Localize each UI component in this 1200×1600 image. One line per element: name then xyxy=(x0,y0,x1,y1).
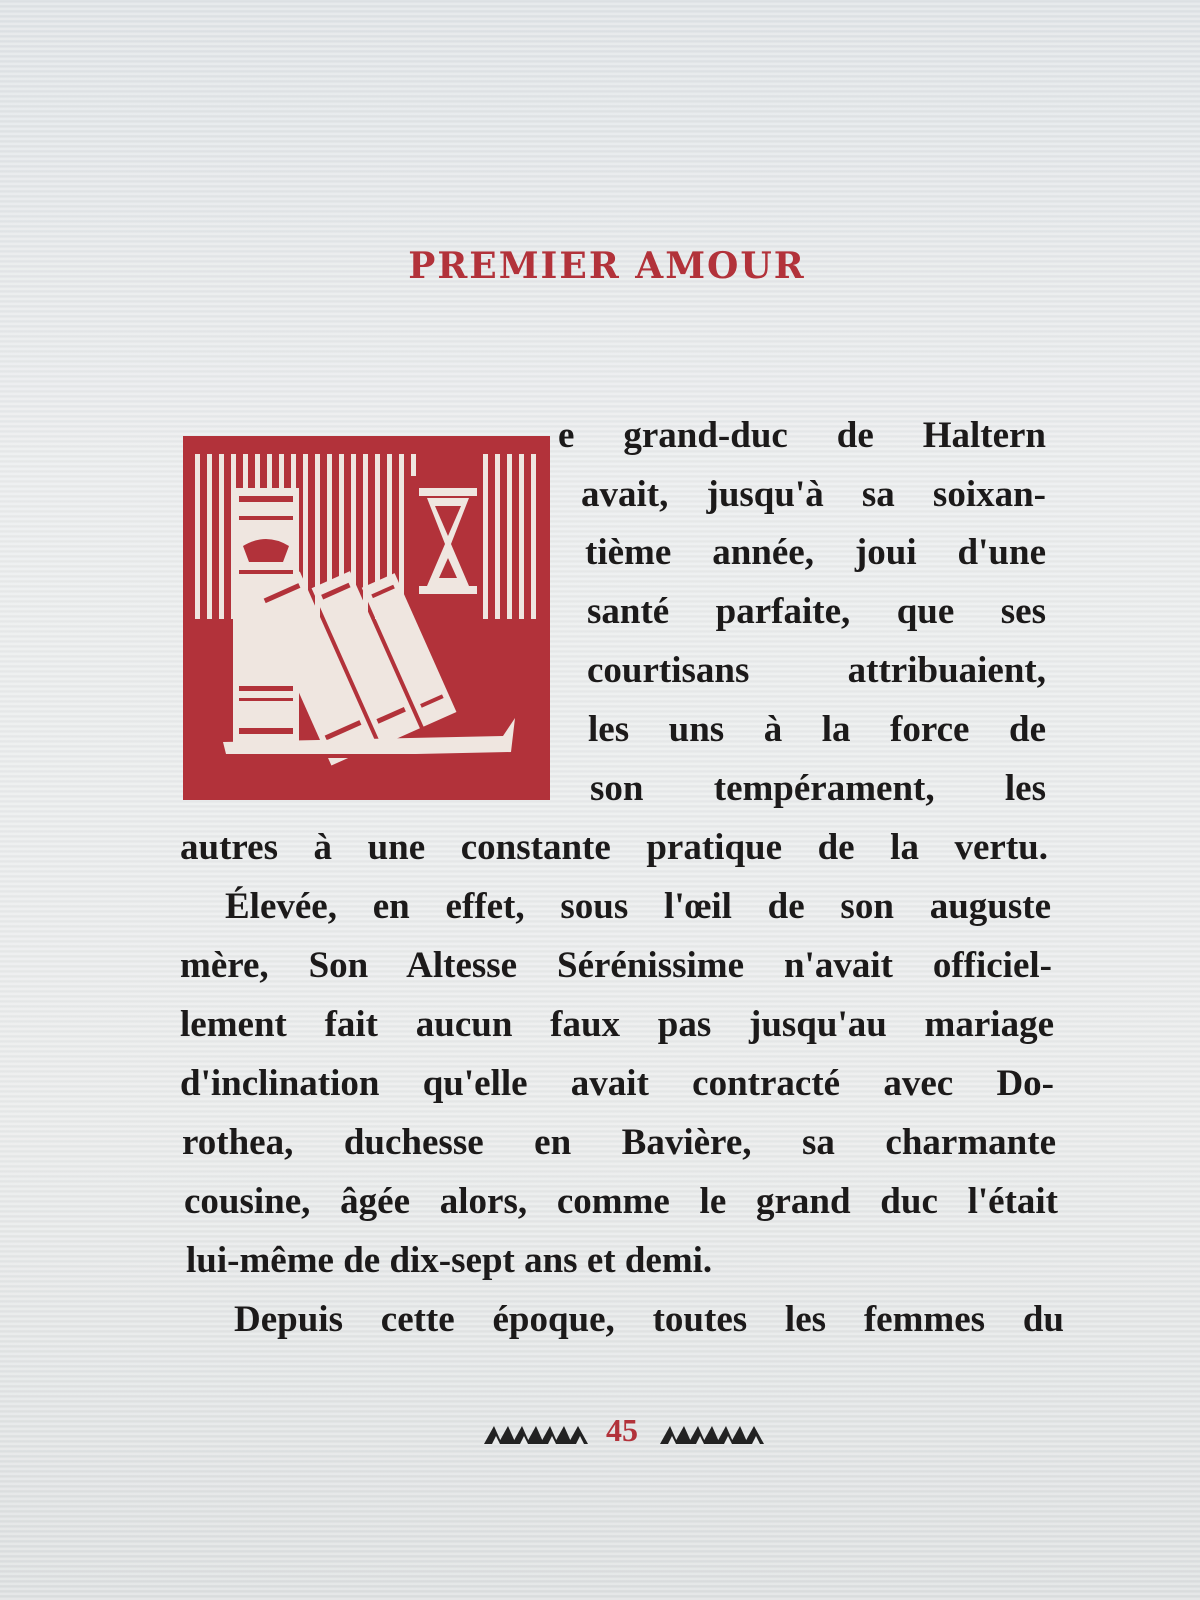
right-ornament-icon xyxy=(660,1424,766,1446)
text-line-2: avait, jusqu'à sa soixan- xyxy=(581,474,1046,515)
page-number: 45 xyxy=(606,1412,638,1448)
text-line-4: santé parfaite, que ses xyxy=(587,591,1046,632)
text-line-8: autres à une constante pratique de la vertu. xyxy=(180,827,1048,868)
page-footer xyxy=(0,1412,1200,1452)
text-line-3: tième année, joui d'une xyxy=(585,532,1046,573)
text-line-6: les uns à la force de xyxy=(588,709,1046,750)
left-ornament-icon xyxy=(484,1424,590,1446)
text-line-13: rothea, duchesse en Bavière, sa charmante xyxy=(182,1122,1056,1163)
text-line-15: lui-même de dix-sept ans et demi. xyxy=(186,1240,713,1281)
text-line-16: Depuis cette époque, toutes les femmes du xyxy=(234,1299,1064,1340)
text-line-1: e grand-duc de Haltern xyxy=(558,415,1046,456)
text-line-11: lement fait aucun faux pas jusqu'au mariage xyxy=(180,1004,1054,1045)
text-line-5: courtisans attribuaient, xyxy=(587,650,1046,691)
text-line-12: d'inclination qu'elle avait contracté avec Do- xyxy=(180,1063,1054,1104)
text-line-14: cousine, âgée alors, comme le grand duc l'était xyxy=(184,1181,1058,1222)
chapter-title: PREMIER AMOUR xyxy=(408,245,806,287)
text-line-9: Élevée, en effet, sous l'œil de son auguste xyxy=(225,886,1051,927)
text-line-10: mère, Son Altesse Sérénissime n'avait officiel- xyxy=(180,945,1052,986)
text-line-7: son tempérament, les xyxy=(590,768,1046,809)
dropcap-woodcut-illustration xyxy=(183,436,550,800)
